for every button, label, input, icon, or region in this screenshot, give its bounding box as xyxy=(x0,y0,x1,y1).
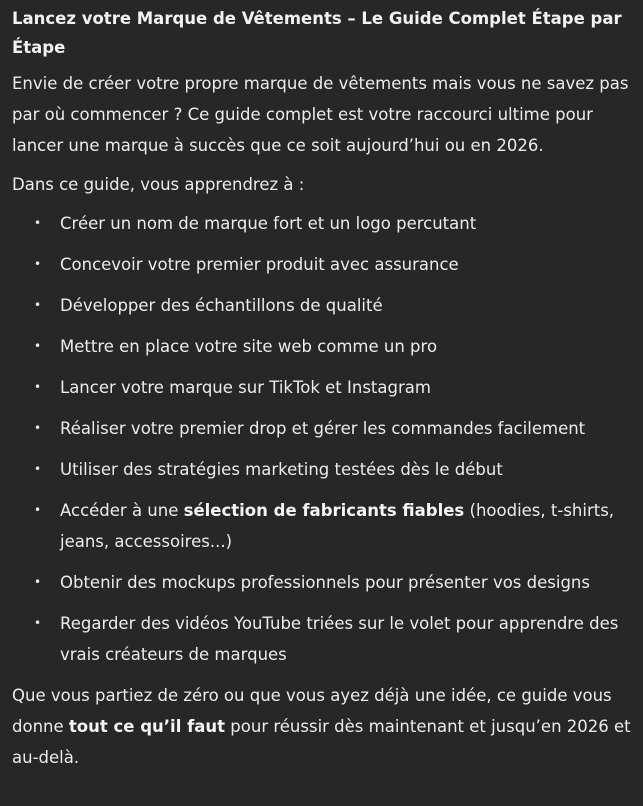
closing-paragraph: Que vous partiez de zéro ou que vous ayez déjà une idée, ce guide vous donne tout ce qu’il faut pour réussir dès maintenant et jusqu’en 2026 et au-delà. xyxy=(12,686,631,767)
intro-paragraph: Envie de créer votre propre marque de vêtements mais vous ne savez pas par où commencer ? Ce guide complet est votre raccourci ultime pour lancer une marque à succès que ce soit aujourd’hui ou en 2026. xyxy=(12,74,629,155)
list-item: • Utiliser des stratégies marketing testées dès le début xyxy=(12,454,633,485)
guide-title: Lancez votre Marque de Vêtements – Le Guide Complet Étape par Étape xyxy=(12,9,622,57)
bullet-icon: • xyxy=(34,298,42,312)
bullet-icon: • xyxy=(34,503,42,517)
list-item: • Obtenir des mockups professionnels pour présenter vos designs xyxy=(12,567,633,598)
bullet-icon: • xyxy=(34,380,42,394)
list-item: • Réaliser votre premier drop et gérer les commandes facilement xyxy=(12,413,633,444)
bullet-icon: • xyxy=(34,339,42,353)
emphasis-text: sélection de fabricants fiables xyxy=(183,501,465,520)
list-item: • Regarder des vidéos YouTube triées sur le volet pour apprendre des vrais créateurs de marques xyxy=(12,608,633,670)
bullet-icon: • xyxy=(34,462,42,476)
bullet-icon: • xyxy=(34,257,42,271)
list-item: • Concevoir votre premier produit avec assurance xyxy=(12,249,633,280)
list-item: • Accéder à une sélection de fabricants fiables (hoodies, t-shirts, jeans, accessoires...) xyxy=(12,495,633,557)
list-item: • Lancer votre marque sur TikTok et Instagram xyxy=(12,372,633,403)
bullet-icon: • xyxy=(34,216,42,230)
list-item: • Développer des échantillons de qualité xyxy=(12,290,633,321)
learning-list xyxy=(12,208,633,670)
emphasis-text: tout ce qu’il faut xyxy=(68,717,226,736)
list-intro: Dans ce guide, vous apprendrez à : xyxy=(12,175,305,194)
list-item: • Créer un nom de marque fort et un logo percutant xyxy=(12,208,633,239)
list-item: • Mettre en place votre site web comme un pro xyxy=(12,331,633,362)
bullet-icon: • xyxy=(34,616,42,630)
bullet-icon: • xyxy=(34,421,42,435)
bullet-icon: • xyxy=(34,575,42,589)
